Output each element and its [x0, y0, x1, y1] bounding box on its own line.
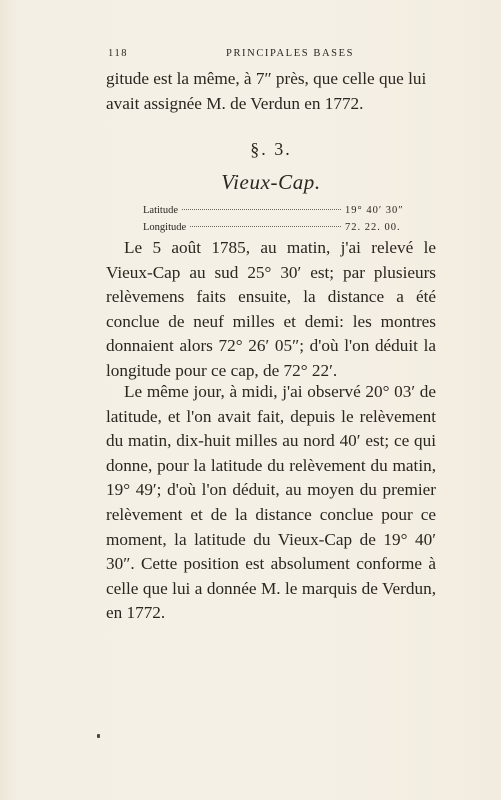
running-title: PRINCIPALES BASES: [226, 48, 355, 59]
coordinate-value: 72. 22. 00.: [345, 222, 401, 233]
coordinate-label: Longitude: [143, 222, 187, 233]
page-number: 118: [108, 48, 129, 59]
coordinate-label: Latitude: [143, 205, 178, 216]
section-title: Vieux-Cap.: [221, 170, 321, 194]
coordinate-row-latitude: [143, 205, 435, 219]
coordinate-row-longitude: [143, 222, 435, 236]
paragraph-2: Le même jour, à midi, j'ai observé 20° 03′ de latitude, et l'on avait fait, depuis le relèvement du matin, dix-huit milles au nord 40′ est; ce qui donne, pour la latitude du relèvement du matin, 19° 49′; d'où l'on déduit, au moyen du premier relèvement et de la distance conclue pour ce moment, la latitude du Vieux-Cap de 19° 40′ 30″. Cette position est absolument conforme à celle que lui a donnée M. le marquis de Verdun, en 1772.: [106, 382, 436, 623]
paragraph-1: Le 5 août 1785, au matin, j'ai relevé le Vieux-Cap au sud 25° 30′ est; par plusieurs relèvemens faits ensuite, la distance a été conclue de neuf milles et demi: les montres donnaient alors 72° 26′ 05″; d'où l'on déduit la longitude pour ce cap, de 72° 22′.: [106, 238, 436, 380]
leader-dots: [182, 209, 341, 210]
running-header: [108, 48, 433, 64]
continuation-paragraph: gitude est la même, à 7″ près, que celle que lui avait assignée M. de Verdun en 1772.: [106, 69, 427, 113]
leader-dots: [190, 226, 341, 227]
ink-mark: [97, 734, 100, 738]
section-number: §. 3.: [250, 139, 292, 159]
coordinate-value: 19° 40′ 30″: [345, 205, 404, 216]
